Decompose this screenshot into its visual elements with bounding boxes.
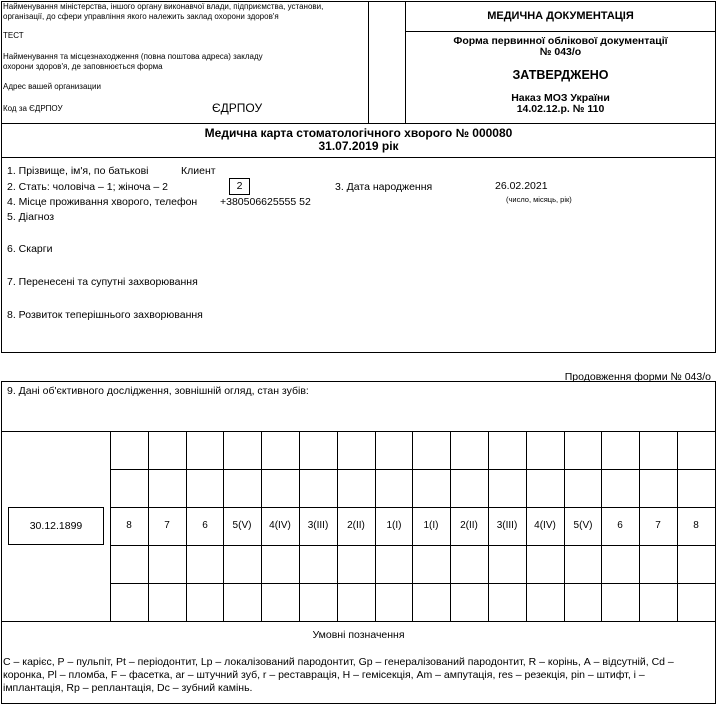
exam-label: 9. Дані об'єктивного дослідження, зовнішній огляд, стан зубів: [7,385,309,397]
ministry-label: Найменування міністерства, іншого органу виконавчої влади, підприємства, установи, організації, до сфери управління якого належить заклад охорони здоров'я [3,2,324,21]
exam-date: 30.12.1899 [8,507,104,545]
legend-line2: коронка, Pl – пломба, F – фасетка, ar – штучний зуб, r – реставрація, H – гемісекція, Am – ампутація, res – резекція, pin – штифт, і – [3,669,645,681]
current-disease-label: 8. Розвиток теперішнього захворювання [7,309,203,321]
approved: ЗАТВЕРДЖЕНО [512,68,609,82]
facility-label: Найменування та місцезнаходження (повна поштова адреса) закладу охорони здоров'я, де заповнюється форма [3,52,263,71]
tooth-number: 6 [617,520,623,531]
tooth-number: 1(I) [386,520,402,531]
tooth-number: 3(III) [307,520,329,531]
tooth-number: 8 [126,520,132,531]
header-divider [368,1,369,124]
tooth-number: 5(V) [573,520,593,531]
grid-row2 [110,507,716,508]
order-line2: 14.02.12.р. № 110 [516,103,605,115]
tooth-number: 4(IV) [534,520,556,531]
med-doc-title: МЕДИЧНА ДОКУМЕНТАЦІЯ [487,10,634,22]
legend-title: Умовні позначення [312,629,405,641]
form-line2: № 043/о [539,46,582,58]
legend-line3: імплантація, Rp – реплантація, Dc – зубний камінь. [3,682,253,694]
edrpou-value: ЄДРПОУ [212,101,263,115]
tooth-number: 3(III) [496,520,518,531]
tooth-number: 8 [693,520,699,531]
residence-value: +380506625555 52 [220,196,311,208]
tooth-number: 7 [164,520,170,531]
tooth-number: 5(V) [232,520,252,531]
order-line1: Наказ МОЗ України [511,92,610,104]
complaints-label: 6. Скарги [7,243,53,255]
tooth-number: 4(IV) [269,520,291,531]
card-date: 31.07.2019 рік [318,139,399,153]
org-name: ТЕСТ [3,31,24,40]
tooth-number: 2(II) [460,520,478,531]
continuation-label: Продовження форми № 043/о [564,371,711,383]
grid-row1 [110,469,716,470]
grid-top [1,431,716,432]
diagnosis-label: 5. Діагноз [7,211,55,223]
tooth-number: 2(II) [347,520,365,531]
grid-row3 [110,545,716,546]
name-value: Клиент [181,165,216,177]
grid-bottom [1,621,716,622]
legend-line1: С – карієс, Р – пульпіт, Pt – періодонтит, Lp – локалізований пародонтит, Gp – генералізований пародонтит, R – корінь, А – відсутній, Cd – [3,656,674,668]
birth-hint: (число, місяць, рік) [506,195,572,204]
residence-label: 4. Місце проживання хворого, телефон [7,196,198,208]
grid-row4 [110,583,716,584]
past-diseases-label: 7. Перенесені та супутні захворювання [7,276,198,288]
tooth-number: 6 [202,520,208,531]
sex-value: 2 [229,178,250,195]
form-line1: Форма первинної облікової документації [453,35,668,47]
edrpou-label: Код за ЄДРПОУ [3,104,63,113]
sex-label: 2. Стать: чоловіча – 1; жіноча – 2 [7,181,168,193]
name-label: 1. Прізвище, ім'я, по батькові [7,165,149,177]
birth-label: 3. Дата народження [335,181,433,193]
birth-value: 26.02.2021 [495,180,548,192]
tooth-number: 7 [655,520,661,531]
card-title: Медична карта стоматологічного хворого № 000080 [204,126,513,140]
address: Адрес вашей организации [3,82,101,91]
tooth-number: 1(I) [423,520,439,531]
